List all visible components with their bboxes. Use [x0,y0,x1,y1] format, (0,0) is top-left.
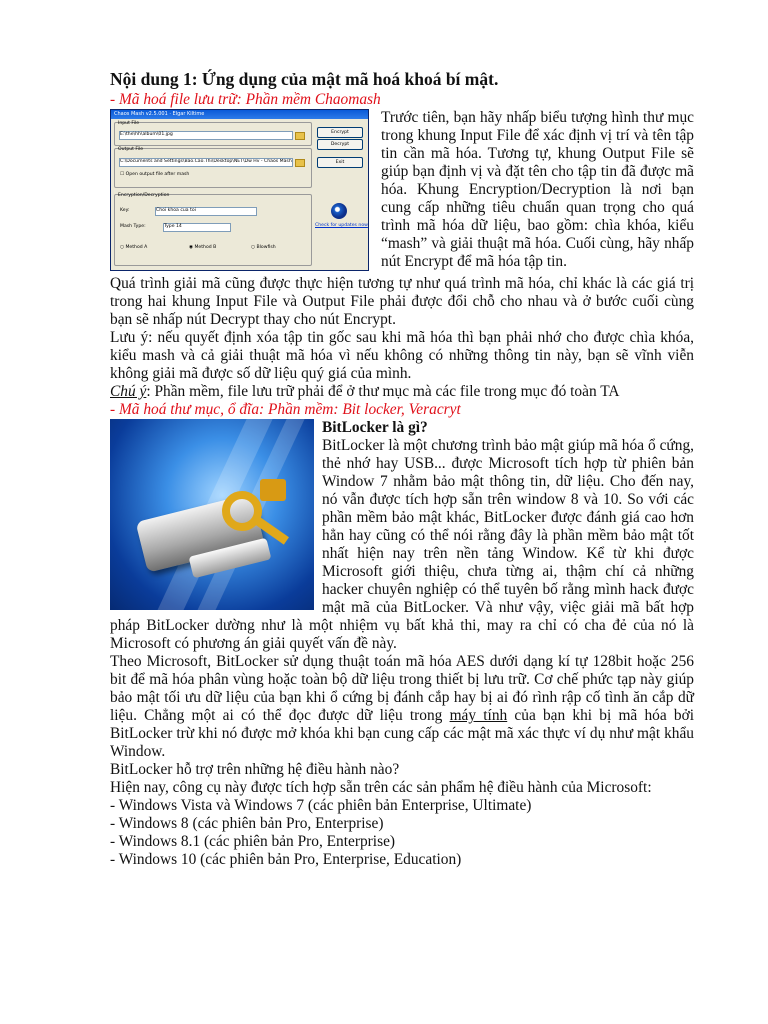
input-file-label: Input File [118,121,140,126]
note-line [110,383,694,401]
folder-icon[interactable] [295,132,305,140]
exit-button[interactable]: Exit [317,157,363,168]
section-chaomash-title: - Mã hoá file lưu trữ: Phần mềm Chaomash [110,91,381,108]
paragraph-bitlocker-intro: BitLocker là một chương trình bảo mật giúp mã hóa ổ cứng, thẻ nhớ hay USB... được Microsoft tích hợp từ phiên bản Window 7 nhằm bảo mật thông tin, dữ liệu. Cho đến nay, nó vẫn được tích hợp sẵn trên window 8 và 10. So với các phần mềm bảo mật khác, BitLocker được đánh giá cao hơn hẳn hay cũng có thể nói rằng đây là phần mềm bảo mật tốt nhất hiện nay trên nền tảng Window. Kể từ khi được Microsoft giới thiệu, chưa từng ai, thậm chí cả những hacker chuyên nghiệp có thể tuyên bố rằng mình hack được mật mã của BitLocker. Và như vậy, việc giải mã bất hợp pháp BitLocker dường như là một nhiệm vụ bất khả thi, may ra chỉ có cha đẻ của nó là Microsoft có phương án giải quyết vấn đề này. [110,437,694,652]
os-support-question: BitLocker hỗ trợ trên những hệ điều hành nào? [110,761,400,778]
aes-text-a: Theo Microsoft, BitLocker sử dụng thuật toán mã hóa AES dưới dạng kí tự 128bit hoặc 256 bit để mã hóa phân vùng hoặc toàn bộ dữ liệu trong thiết bị lưu trữ. Cơ chế phức tạp này giúp bảo mật tối ưu dữ liệu của bạn khi ổ cứng bị đánh cắp hay bị ai đó rình rập cố tình ăn cắp dữ liệu. Chẳng một ai có thể đọc được dữ liệu trong [110,653,694,724]
enc-dec-label: Encryption/Decryption [118,193,170,198]
input-path: E:\the\hh\album\01.jpg [120,132,173,137]
document-page [110,68,694,869]
blowfish-label: Blowfish [256,245,276,250]
paragraph-chaomash-usage: Trước tiên, bạn hãy nhấp biểu tượng hình thư mục trong khung Input File để xác định vị trí và tên tập tin cần mã hóa. Tương tự, khung Output File sẽ giúp bạn định vị và đặt tên cho tập tin đã được mã hóa. Khung Encryption/Decryption là nơi bạn cung cấp những tiêu chuẩn quan trọng cho quá trình mã hóa dữ liệu, bao gồm: chìa khóa, kiểu “mash” và giải thuật mã hóa. Cuối cùng, hãy nhấp nút Encrypt để mã hóa tập tin. [381,109,694,270]
aes-text-b: của bạn khi bị mã hóa bởi BitLocker trừ khi nó được mở khóa khi bạn cung cấp các mật mã xác thực ví dụ như mật khẩu Window. [110,707,694,760]
note-label: Chú ý [110,383,147,400]
paragraph-bitlocker-aes [110,653,694,761]
open-output-label: Open output file after mash [125,172,190,177]
output-file-group [114,148,312,188]
folder-icon[interactable] [295,159,305,167]
key-label: Key: [120,208,130,213]
method-b-label: Method B [194,245,217,250]
mash-type-label: Mash Type: [120,224,146,229]
section-bitlocker-title: - Mã hoá thư mục, ổ đĩa: Phần mềm: Bit locker, Veracryt [110,401,461,418]
open-output-checkbox[interactable]: ☐ Open output file after mash [120,172,190,177]
os-list-item: - Windows 8 (các phiên bản Pro, Enterprise) [110,815,384,832]
output-path: C:\Documents and Settings\Bao.Cao.Thi\Desktop\NET\Dw Hv - Chaos Mash [120,159,292,164]
window-title: Chaos Mash v2.5.001 · Elgar Kiltime [111,110,368,119]
page-title: Nội dung 1: Ứng dụng của mật mã hoá khoá bí mật. [110,69,499,89]
os-list [110,797,694,869]
bitlocker-image [110,419,314,610]
bitlocker-question: BitLocker là gì? [322,419,428,436]
mash-type-value: Type 14 [164,224,182,229]
decrypt-button[interactable]: Decrypt [317,139,363,150]
os-list-item: - Windows Vista và Windows 7 (các phiên bản Enterprise, Ultimate) [110,797,532,814]
os-list-item: - Windows 8.1 (các phiên bản Pro, Enterprise) [110,833,396,850]
method-a-radio[interactable]: ○ Method A [120,245,148,250]
chaomash-screenshot [110,109,369,271]
os-list-item: - Windows 10 (các phiên bản Pro, Enterprise, Education) [110,851,462,868]
encrypt-button[interactable]: Encrypt [317,127,363,138]
update-globe-icon[interactable] [331,203,347,219]
output-file-label: Output File [118,147,144,152]
mash-type-select[interactable] [163,223,231,232]
paragraph-os-intro: Hiện nay, công cụ này được tích hợp sẵn trên các sản phẩm hệ điều hành của Microsoft: [110,779,652,796]
key-value: Choi khoa cua toi [156,208,196,213]
output-file-field[interactable] [119,158,293,167]
note-text: : Phần mềm, file lưu trữ phải để ở thư mục mà các file trong mục đó toàn TA [146,383,620,400]
method-a-label: Method A [125,245,148,250]
blowfish-radio[interactable]: ○ Blowfish [251,245,276,250]
padlock-icon [260,479,286,501]
check-updates-link[interactable]: Check for updates now [315,223,368,228]
method-b-radio[interactable]: ◉ Method B [189,245,217,250]
paragraph-warning: Lưu ý: nếu quyết định xóa tập tin gốc sau khi mã hóa thì bạn phải nhớ cho được chìa khóa, kiểu mash và cả giải thuật mã hóa vì nếu không có những thông tin này, bạn sẽ vĩnh viễn không giải mã được số dữ liệu quý giá của mình. [110,329,694,382]
paragraph-decrypt-process: Quá trình giải mã cũng được thực hiện tương tự như quá trình mã hóa, chỉ khác là các giá trị trong hai khung Input File và Output File phải được đổi chỗ cho nhau và ở bước cuối cùng bạn sẽ nhấp nút Decrypt thay cho nút Encrypt. [110,275,694,328]
may-tinh-link[interactable]: máy tính [449,707,508,724]
key-field[interactable] [155,207,257,216]
input-file-field[interactable] [119,131,293,140]
